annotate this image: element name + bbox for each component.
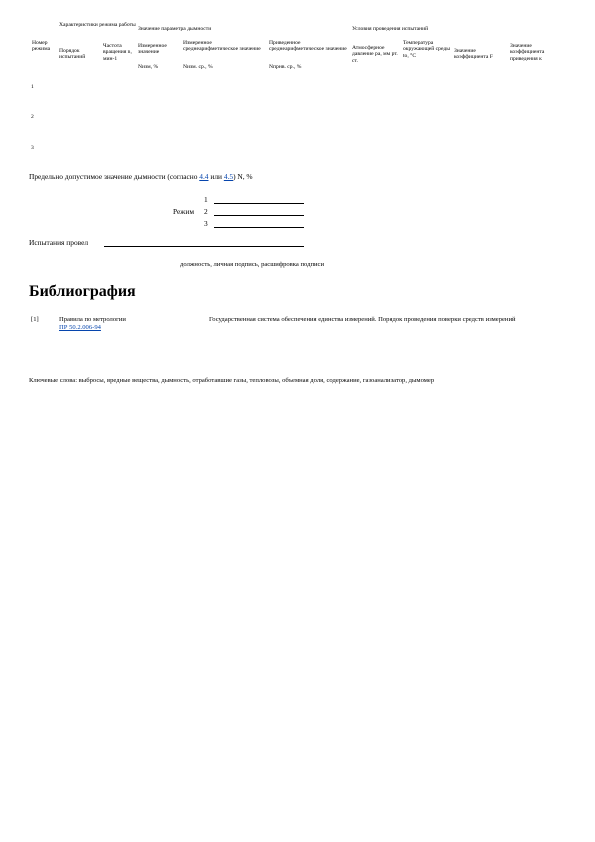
bibliography-source-link[interactable]: ПР 50.2.006-94: [59, 323, 101, 331]
bibliography-item-source: [59, 316, 199, 331]
col-coefficient-f: Значение коэффициента F: [454, 48, 493, 61]
tested-by-caption: должность, личная подпись, расшифровка подписи: [180, 261, 324, 268]
col-mode-number: Номер режима: [32, 40, 51, 53]
tested-by-label: Испытания провел: [29, 238, 89, 247]
table-row-number: 1: [31, 84, 34, 90]
mode-3-fill-line[interactable]: [214, 227, 304, 228]
limit-value-line: [29, 172, 429, 181]
col-measured-unit: Nизм, %: [138, 64, 159, 70]
col-measured: Измеренное значение: [138, 43, 167, 56]
col-coefficient-k: Значение коэффициента приведения к: [510, 43, 545, 62]
table-row-number: 3: [31, 145, 34, 151]
limit-text-before: Предельно допустимое значение дымности (согласно: [29, 172, 200, 181]
col-measured-average: Измеренное среднеарифметическое значение: [183, 40, 261, 53]
col-reduced-average: Приведенное среднеарифметическое значение: [269, 40, 347, 53]
bibliography-item-number: [1]: [31, 316, 39, 323]
mode-1-fill-line[interactable]: [214, 203, 304, 204]
limit-link-4-4[interactable]: 4.4: [199, 172, 209, 181]
limit-text-mid: или: [208, 172, 224, 181]
col-atmospheric-pressure: Атмосферное давление pa, мм рт. ст.: [352, 45, 398, 64]
col-reduced-average-unit: Nпрнв. ср., %: [269, 64, 302, 70]
table-row-number: 2: [31, 114, 34, 120]
limit-link-4-5[interactable]: 4.5: [223, 172, 234, 181]
mode-label: Режим: [173, 207, 195, 216]
bibliography-item-title: Государственная система обеспечения единства измерений. Порядок проведения поверки средств измерений: [209, 316, 516, 323]
bibliography-title: Библиография: [29, 283, 136, 300]
keywords: Ключевые слова: выбросы, вредные вещества, дымность, отработавшие газы, тепловозы, объемная доля, содержание, газоанализатор, дымомер: [29, 377, 435, 384]
bibliography-source-label: Правила по метрологии: [59, 316, 126, 323]
mode-2-fill-line[interactable]: [214, 215, 304, 216]
col-test-order: Порядок испытаний: [59, 48, 86, 61]
col-ambient-temperature: Температура окружающей среды to, °C: [403, 40, 450, 59]
header-test-conditions: Условия проведения испытаний: [352, 26, 429, 32]
col-rpm: Частота вращения n, мин-1: [103, 43, 132, 62]
col-measured-average-unit: Nизм. ср., %: [183, 64, 213, 70]
tested-by-fill-line[interactable]: [104, 246, 304, 247]
mode-number: 1: [204, 195, 208, 204]
mode-number: 3: [204, 219, 208, 228]
limit-text-after: ) N, %: [233, 172, 253, 181]
header-mode-characteristics: Характеристики режима работы: [59, 22, 136, 28]
mode-number: 2: [204, 207, 208, 216]
header-smoke-values: Значение параметра дымности: [138, 26, 212, 32]
